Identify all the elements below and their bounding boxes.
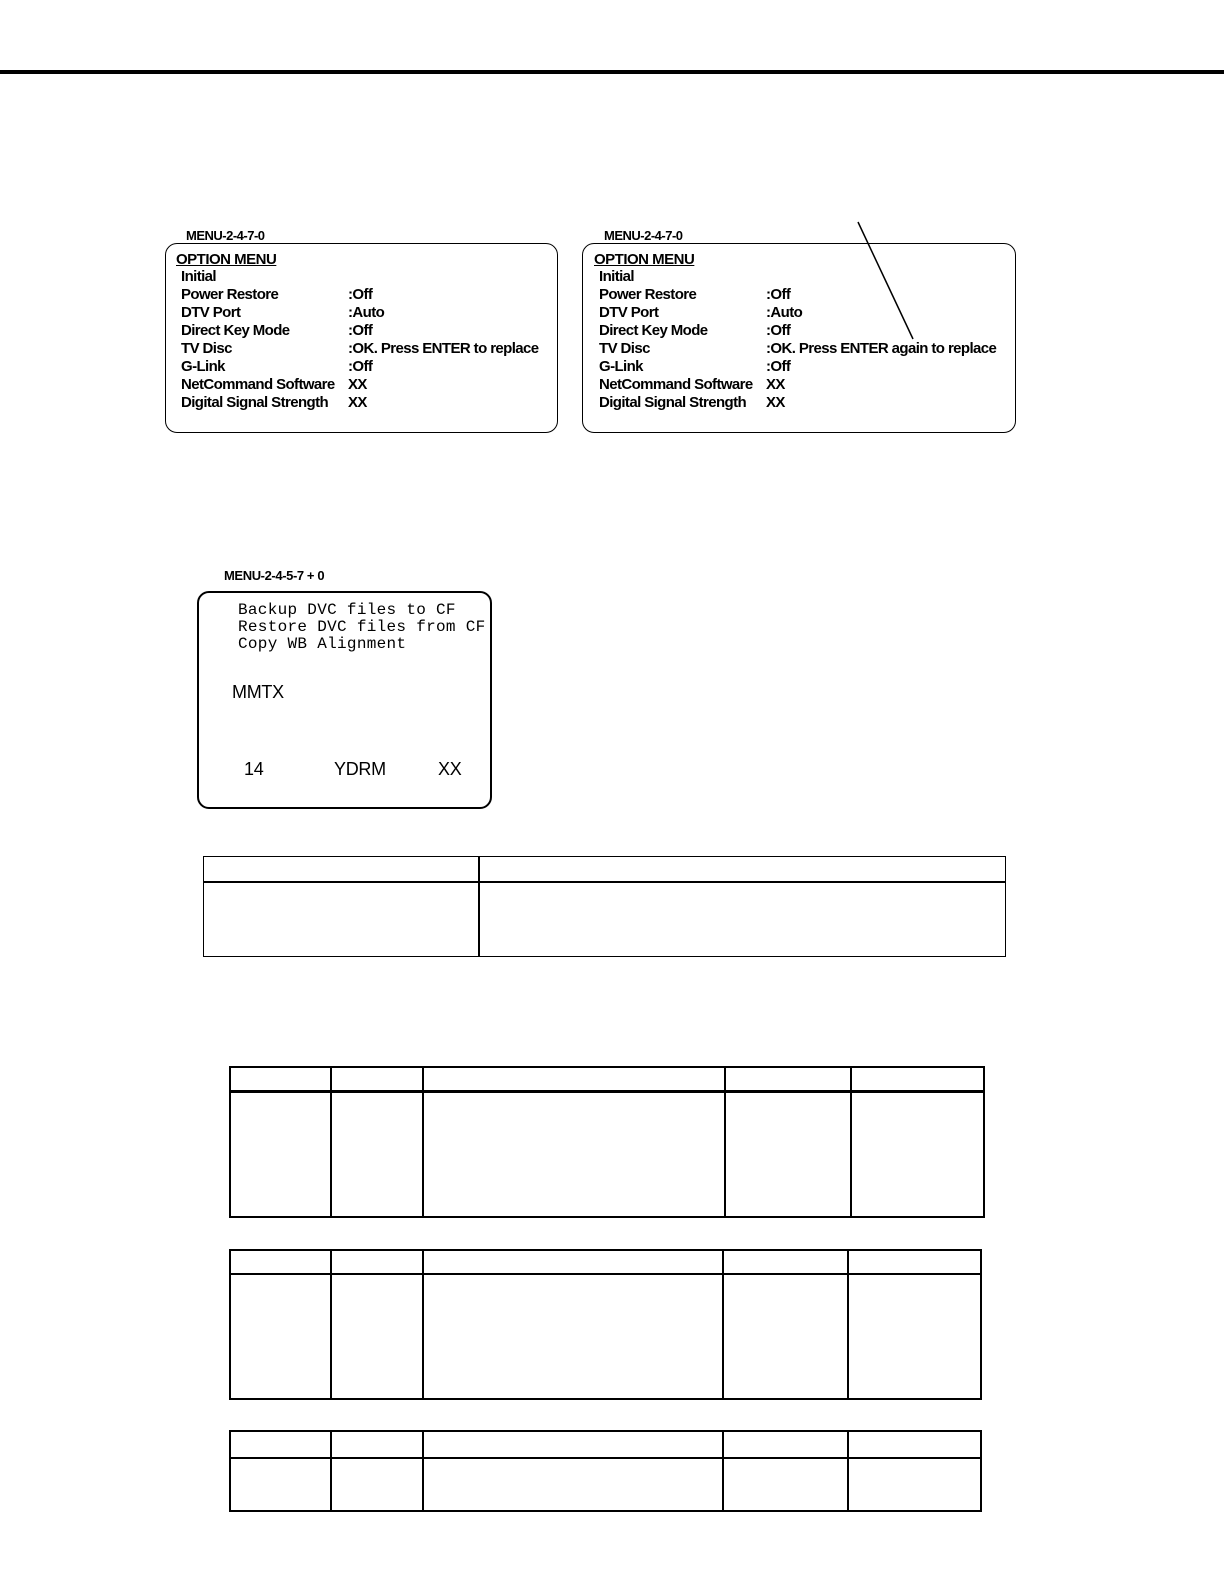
service-menu-caption: MENU-2-4-5-7 + 0 [224, 568, 325, 583]
table-column-divider [847, 1432, 849, 1510]
table-column-divider [722, 1251, 724, 1398]
table-column-divider [330, 1068, 332, 1216]
service-menu-screen [197, 591, 492, 809]
option-menu-left: OPTION MENU Initial Power Restore :Off DTV Port :Auto Direct Key Mode :Off TV Disc :OK. Press ENTER to replace G-Link :Off NetCommand Software XX Digital Signal Strength XX [165, 243, 558, 433]
table-header-divider [231, 1457, 980, 1459]
table-column-divider [724, 1068, 726, 1216]
option-menu-title: OPTION MENU [594, 251, 695, 268]
table-column-divider [478, 857, 480, 956]
table-column-divider [330, 1432, 332, 1510]
table-column-divider [847, 1251, 849, 1398]
empty-table-five-col-a [229, 1066, 985, 1218]
footer-value: XX [438, 759, 462, 779]
menu-caption-right: MENU-2-4-7-0 [604, 228, 683, 243]
footer-code: YDRM [334, 759, 386, 779]
option-menu-right: OPTION MENU Initial Power Restore :Off DTV Port :Auto Direct Key Mode :Off TV Disc :OK. Press ENTER again to replace G-Link :Off NetCommand Software XX Digital Signal Strength XX [582, 243, 1016, 433]
menu-line-restore[interactable]: Restore DVC files from CF [238, 618, 486, 636]
table-column-divider [850, 1068, 852, 1216]
table-column-divider [422, 1432, 424, 1510]
table-column-divider [422, 1251, 424, 1398]
table-column-divider [330, 1251, 332, 1398]
menu-line-copy-wb[interactable]: Copy WB Alignment [238, 635, 407, 653]
menu-caption-left: MENU-2-4-7-0 [186, 228, 265, 243]
footer-number: 14 [244, 759, 264, 779]
mode-label: MMTX [232, 682, 284, 702]
table-header-divider [231, 1090, 983, 1093]
option-menu-title: OPTION MENU [176, 251, 277, 268]
menu-line-backup[interactable]: Backup DVC files to CF [238, 601, 456, 619]
table-header-divider [204, 881, 1005, 883]
table-column-divider [722, 1432, 724, 1510]
empty-table-two-col [203, 856, 1006, 957]
empty-table-five-col-b [229, 1249, 982, 1400]
table-header-divider [231, 1273, 980, 1275]
table-column-divider [422, 1068, 424, 1216]
empty-table-five-col-c [229, 1430, 982, 1512]
